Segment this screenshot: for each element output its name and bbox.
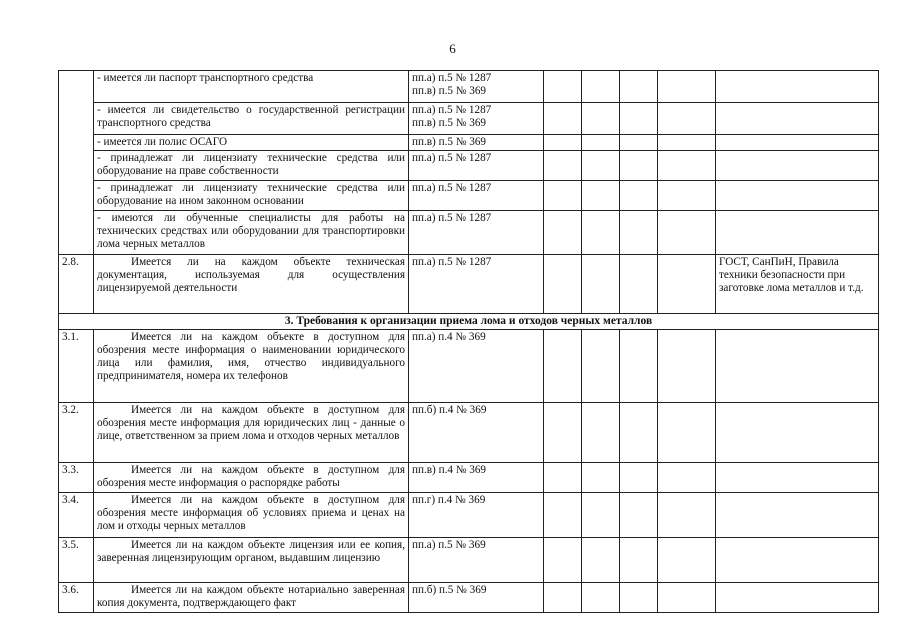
note-cell: ГОСТ, СанПиН, Правила техники безопасности при заготовке лома металлов и т.д.	[716, 255, 879, 314]
table-row	[59, 135, 879, 151]
row-number-cell: 3.3.	[59, 463, 94, 493]
legal-basis-cell: пп.а) п.5 № 1287 пп.в) п.5 № 369	[409, 103, 544, 135]
legal-basis-cell: пп.г) п.4 № 369	[409, 493, 544, 538]
table-row	[59, 181, 879, 211]
legal-basis-cell: пп.б) п.4 № 369	[409, 403, 544, 463]
question-cell: Имеется ли на каждом объекте нотариально заверенная копия документа, подтверждающего факт	[94, 583, 409, 613]
note-cell	[716, 135, 879, 151]
question-cell: Имеется ли на каждом объекте в доступном для обозрения месте информация для юридических лиц - данные о лице, ответственном за прием лома и отходов черных металлов	[94, 403, 409, 463]
section-heading-row	[59, 314, 879, 330]
legal-basis-cell: пп.б) п.5 № 369	[409, 583, 544, 613]
legal-basis-cell: пп.а) п.5 № 1287	[409, 181, 544, 211]
question-cell: Имеется ли на каждом объекте в доступном для обозрения месте информация о наименовании юридического лица или фамилия, имя, отчество индивидуального предпринимателя, номера их телефонов	[94, 330, 409, 403]
table-row	[59, 583, 879, 613]
table-row	[59, 151, 879, 181]
question-cell: - принадлежат ли лицензиату технические средства или оборудование на праве собственности	[94, 151, 409, 181]
table-row	[59, 493, 879, 538]
table-row	[59, 538, 879, 583]
legal-basis-cell: пп.в) п.4 № 369	[409, 463, 544, 493]
note-cell	[716, 103, 879, 135]
legal-basis-cell: пп.а) п.5 № 1287	[409, 151, 544, 181]
row-number-cell: 2.8.	[59, 255, 94, 314]
table-row	[59, 330, 879, 403]
row-number-cell: 3.1.	[59, 330, 94, 403]
note-cell	[716, 538, 879, 583]
legal-basis-cell: пп.в) п.5 № 369	[409, 135, 544, 151]
table-row	[59, 71, 879, 103]
question-cell: Имеется ли на каждом объекте лицензия или ее копия, заверенная лицензирующим органом, выдавшим лицензию	[94, 538, 409, 583]
table-row	[59, 211, 879, 255]
row-number-cell: 3.4.	[59, 493, 94, 538]
table-row	[59, 463, 879, 493]
table-row	[59, 255, 879, 314]
note-cell	[716, 583, 879, 613]
row-number-cell: 3.5.	[59, 538, 94, 583]
note-cell	[716, 211, 879, 255]
table-row	[59, 103, 879, 135]
row-number-cell: 3.6.	[59, 583, 94, 613]
page-number: 6	[449, 41, 456, 56]
question-cell: - принадлежат ли лицензиату технические средства или оборудование на ином законном основании	[94, 181, 409, 211]
question-cell: Имеется ли на каждом объекте в доступном для обозрения месте информация о распорядке работы	[94, 463, 409, 493]
row-number-cell	[59, 71, 94, 255]
question-cell: - имеются ли обученные специалисты для работы на технических средствах или оборудовании для транспортировки лома черных металлов	[94, 211, 409, 255]
legal-basis-cell: пп.а) п.4 № 369	[409, 330, 544, 403]
legal-basis-cell: пп.а) п.5 № 1287 пп.в) п.5 № 369	[409, 71, 544, 103]
section-title: 3. Требования к организации приема лома и отходов черных металлов	[59, 314, 879, 330]
note-cell	[716, 403, 879, 463]
legal-basis-cell: пп.а) п.5 № 369	[409, 538, 544, 583]
note-cell	[716, 330, 879, 403]
note-cell	[716, 71, 879, 103]
legal-basis-cell: пп.а) п.5 № 1287	[409, 211, 544, 255]
question-cell: Имеется ли на каждом объекте в доступном для обозрения месте информация об условиях приема и ценах на лом и отходы черных металлов	[94, 493, 409, 538]
row-number-cell: 3.2.	[59, 403, 94, 463]
legal-basis-cell: пп.а) п.5 № 1287	[409, 255, 544, 314]
note-cell	[716, 493, 879, 538]
question-cell: - имеется ли свидетельство о государственной регистрации транспортного средства	[94, 103, 409, 135]
question-cell: Имеется ли на каждом объекте техническая документация, используемая для осуществления лицензируемой деятельности	[94, 255, 409, 314]
note-cell	[716, 463, 879, 493]
note-cell	[716, 181, 879, 211]
inspection-checklist-table	[58, 70, 879, 613]
table-row	[59, 403, 879, 463]
note-cell	[716, 151, 879, 181]
question-cell: - имеется ли паспорт транспортного средства	[94, 71, 409, 103]
question-cell: - имеется ли полис ОСАГО	[94, 135, 409, 151]
